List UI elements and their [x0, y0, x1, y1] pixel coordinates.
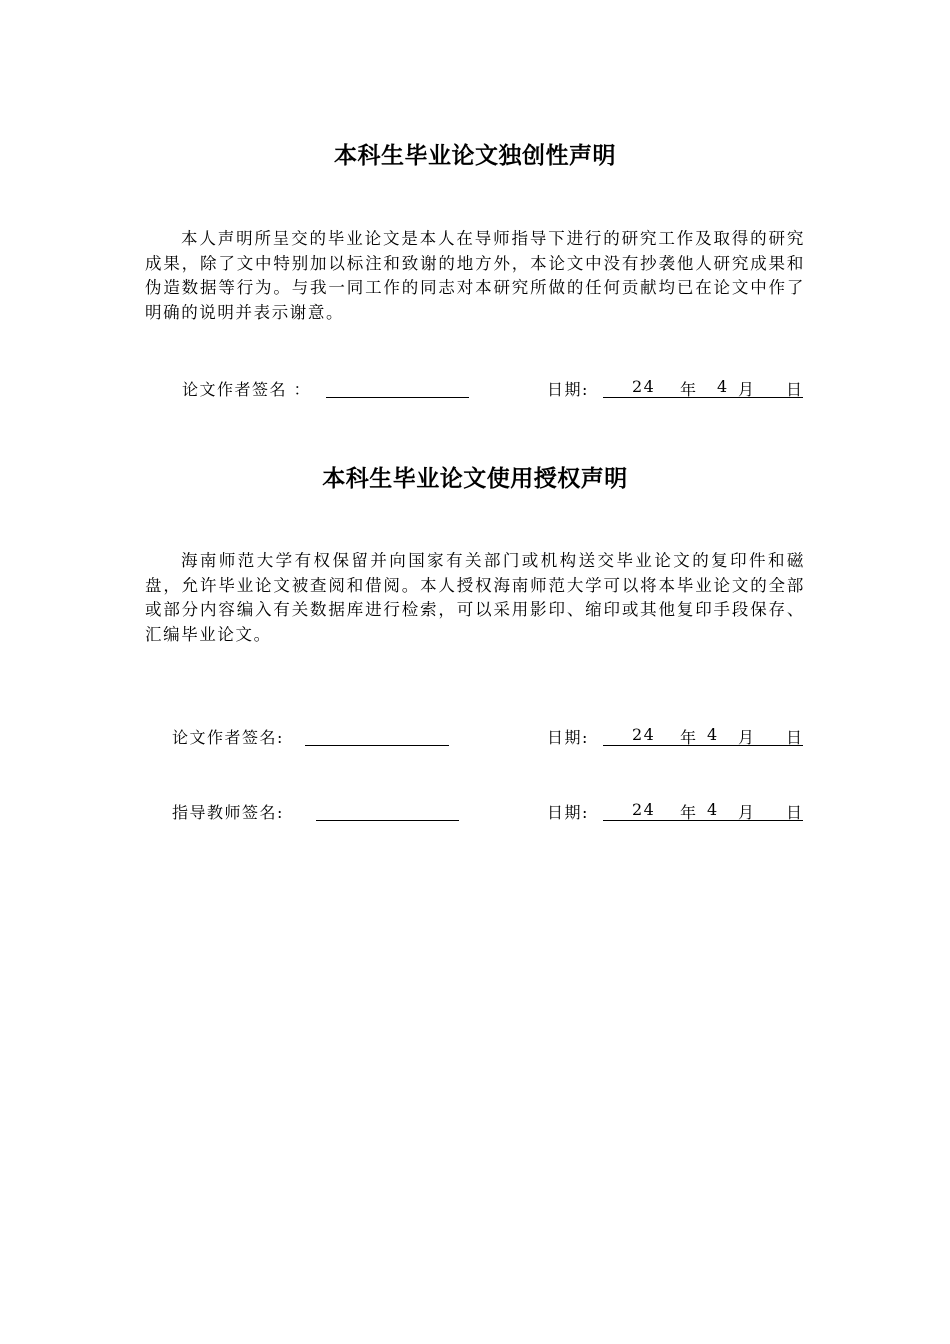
date-year-unit: 年 — [680, 728, 698, 747]
date-day-unit: 日 — [786, 380, 804, 399]
author-signature-label: 论文作者签名 ： — [182, 380, 312, 399]
date-month: 4 — [707, 800, 719, 819]
date-line[interactable] — [603, 397, 803, 398]
date-month-unit: 月 — [738, 728, 756, 747]
authorization-advisor-signature-row — [0, 800, 950, 826]
date-label: 日期: — [547, 803, 589, 822]
authorization-statement: 海南师范大学有权保留并向国家有关部门或机构送交毕业论文的复印件和磁盘，允许毕业论文被查阅和借阅。本人授权海南师范大学可以将本毕业论文的全部或部分内容编入有关数据库进行检索，可以采用影印、缩印或其他复印手段保存、汇编毕业论文。 — [145, 551, 805, 644]
author-signature-line[interactable] — [326, 397, 469, 398]
date-day-unit: 日 — [786, 803, 804, 822]
date-day-unit: 日 — [786, 728, 804, 747]
advisor-signature-line[interactable] — [316, 820, 459, 821]
date-year-unit: 年 — [680, 803, 698, 822]
date-year: 24 — [632, 725, 656, 744]
originality-signature-row — [0, 377, 950, 403]
date-line[interactable] — [603, 745, 803, 746]
advisor-signature-label: 指导教师签名: — [172, 803, 284, 822]
author-signature-label: 论文作者签名: — [172, 728, 284, 747]
author-signature-line[interactable] — [305, 745, 449, 746]
date-month-unit: 月 — [738, 803, 756, 822]
date-line[interactable] — [603, 820, 803, 821]
originality-statement: 本人声明所呈交的毕业论文是本人在导师指导下进行的研究工作及取得的研究成果，除了文中特别加以标注和致谢的地方外，本论文中没有抄袭他人研究成果和伪造数据等行为。与我一同工作的同志对本研究所做的任何贡献均已在论文中作了明确的说明并表示谢意。 — [145, 229, 805, 322]
date-label: 日期: — [547, 380, 589, 399]
date-month: 4 — [707, 725, 719, 744]
date-month-unit: 月 — [738, 380, 756, 399]
date-year-unit: 年 — [680, 380, 698, 399]
date-month: 4 — [717, 377, 729, 396]
authorization-author-signature-row — [0, 725, 950, 751]
originality-title: 本科生毕业论文独创性声明 — [334, 143, 616, 169]
date-label: 日期: — [547, 728, 589, 747]
date-year: 24 — [632, 800, 656, 819]
date-year: 24 — [632, 377, 656, 396]
authorization-title: 本科生毕业论文使用授权声明 — [322, 466, 628, 492]
